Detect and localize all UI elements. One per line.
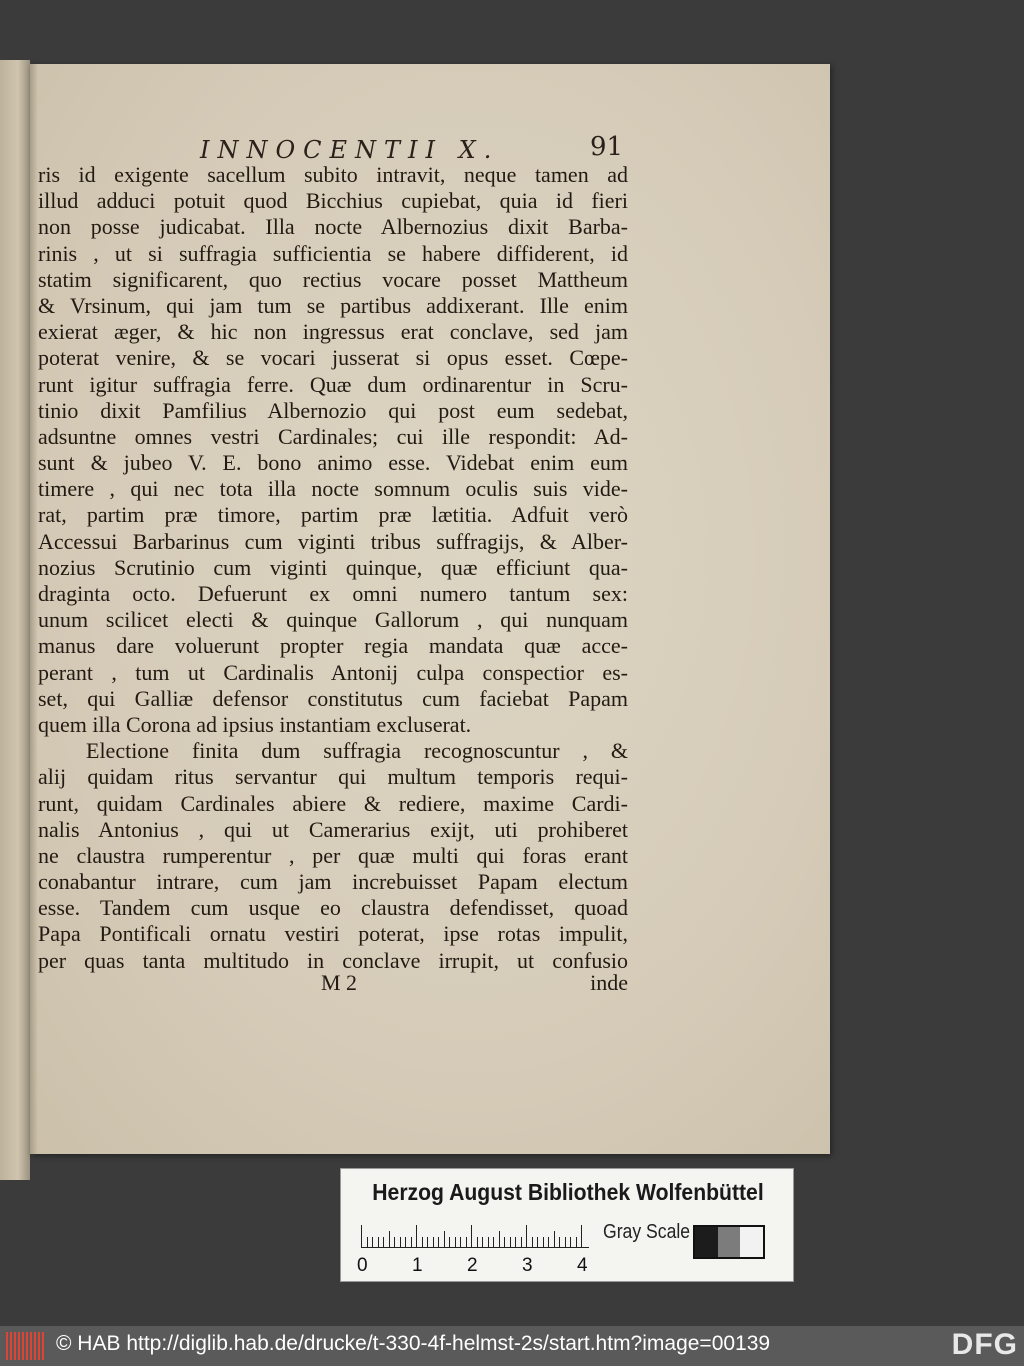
text-line: poterat venire, & se vocari jusserat si opus esset. Cœpe-	[38, 345, 628, 371]
ruler-tick	[510, 1237, 511, 1247]
ruler-tick	[372, 1237, 373, 1247]
ruler-tick	[460, 1237, 461, 1247]
ruler-tick	[444, 1231, 445, 1247]
ruler-tick	[427, 1237, 428, 1247]
ruler-tick	[367, 1237, 368, 1247]
text-line: illud adduci potuit quod Bicchius cupiebat, quia id fieri	[38, 188, 628, 214]
text-line: sunt & jubeo V. E. bono animo esse. Videbat enim eum	[38, 450, 628, 476]
ruler-tick	[493, 1237, 494, 1247]
ruler-tick	[482, 1237, 483, 1247]
color-scale-card	[340, 1168, 794, 1282]
ruler-tick	[400, 1237, 401, 1247]
ruler-tick	[389, 1231, 390, 1247]
ruler-tick	[581, 1225, 582, 1247]
text-line: ris id exigente sacellum subito intravit, neque tamen ad	[38, 162, 628, 187]
ruler-tick	[466, 1237, 467, 1247]
ruler-tick	[565, 1237, 566, 1247]
ruler-tick	[449, 1237, 450, 1247]
text-line: quem illa Corona ad ipsius instantiam excluserat.	[38, 711, 472, 737]
text-line: adsuntne omnes vestri Cardinales; cui ille respondit: Ad-	[38, 423, 628, 449]
book-page	[30, 64, 830, 1154]
text-line: non posse judicabat. Illa nocte Albernozius dixit Barba-	[38, 214, 628, 240]
ruler-tick	[433, 1237, 434, 1247]
gray-swatch	[718, 1227, 741, 1257]
text-line: unum scilicet electi & quinque Gallorum , qui nunquam	[38, 607, 628, 633]
ruler-tick	[504, 1237, 505, 1247]
text-line: alij quidam ritus servantur qui multum temporis requi-	[38, 764, 628, 790]
text-line: Electione finita dum suffragia recognoscuntur , &	[86, 738, 628, 764]
running-head: INNOCENTII X.	[200, 136, 500, 164]
catchword: inde	[590, 970, 628, 995]
text-line: runt igitur suffragia ferre. Quæ dum ordinarentur in Scru-	[38, 371, 628, 397]
text-line: tinio dixit Pamfilius Albernozio qui post eum sedebat,	[38, 397, 628, 423]
ruler-tick	[488, 1237, 489, 1247]
ruler-tick	[537, 1237, 538, 1247]
ruler-baseline	[361, 1247, 589, 1248]
ruler-tick	[383, 1237, 384, 1247]
copyright-link[interactable]: © HAB http://diglib.hab.de/drucke/t-330-4f-helmst-2s/start.htm?image=00139	[56, 1332, 771, 1355]
ruler-tick	[570, 1237, 571, 1247]
ruler-label: 4	[577, 1255, 588, 1276]
ruler-tick	[543, 1237, 544, 1247]
ruler-tick	[521, 1237, 522, 1247]
text-line: timere , qui nec tota illa nocte somnum oculis suis vide-	[38, 476, 628, 502]
ruler-tick	[477, 1237, 478, 1247]
ruler-tick	[576, 1237, 577, 1247]
ruler-tick	[554, 1231, 555, 1247]
ruler-label: 2	[467, 1255, 478, 1276]
text-line: set, qui Galliæ defensor constitutus cum faciebat Papam	[38, 685, 628, 711]
ruler-tick	[438, 1237, 439, 1247]
text-line: nalis Antonius , qui ut Camerarius exijt, uti prohiberet	[38, 816, 628, 842]
library-name: Herzog August Bibliothek Wolfenbüttel	[372, 1179, 764, 1205]
ruler-tick	[394, 1237, 395, 1247]
ruler-tick	[515, 1237, 516, 1247]
page-gutter-shadow	[30, 64, 38, 1154]
ruler-tick	[422, 1237, 423, 1247]
gray-scale-label: Gray Scale	[603, 1221, 691, 1243]
text-line: conabantur intrare, cum jam increbuisset Papam electum	[38, 869, 628, 895]
ruler-tick	[532, 1237, 533, 1247]
previous-page-edge	[0, 60, 30, 1180]
hab-barcode-icon	[6, 1332, 46, 1360]
text-line: ne claustra rumperentur , per quæ multi qui foras erant	[38, 842, 628, 868]
ruler-label: 3	[522, 1255, 533, 1276]
ruler-tick	[361, 1225, 362, 1247]
text-line: runt, quidam Cardinales abiere & rediere, maxime Cardi-	[38, 790, 628, 816]
gray-scale-swatches	[693, 1225, 765, 1259]
text-line: per quas tanta multitudo in conclave irrupit, ut confusio	[38, 947, 628, 973]
ruler-label: 1	[412, 1255, 423, 1276]
text-line: rinis , ut si suffragia sufficientia se habere diffiderent, id	[38, 240, 628, 266]
ruler-tick	[405, 1237, 406, 1247]
gray-swatch	[740, 1227, 763, 1257]
page-number: 91	[590, 132, 624, 162]
text-line: rat, partim præ timore, partim præ lætitia. Adfuit verò	[38, 502, 628, 528]
ruler-tick	[526, 1225, 527, 1247]
footer-bar	[0, 1326, 1024, 1366]
page-footer-line	[38, 970, 628, 1000]
centimeter-ruler	[361, 1221, 589, 1251]
ruler-tick	[499, 1231, 500, 1247]
signature-mark: M 2	[321, 970, 358, 995]
ruler-tick	[455, 1237, 456, 1247]
ruler-tick	[416, 1225, 417, 1247]
text-line: statim significarent, quo rectius vocare posset Mattheum	[38, 266, 628, 292]
ruler-tick	[411, 1237, 412, 1247]
ruler-tick	[471, 1225, 472, 1247]
text-line: manus dare voluerunt propter regia mandata quæ acce-	[38, 633, 628, 659]
text-line: exierat æger, & hic non ingressus erat conclave, sed jam	[38, 319, 628, 345]
ruler-labels	[357, 1255, 597, 1277]
body-text	[38, 162, 628, 974]
ruler-label: 0	[357, 1255, 368, 1276]
ruler-tick	[378, 1237, 379, 1247]
text-line: esse. Tandem cum usque eo claustra defendisset, quoad	[38, 895, 628, 921]
text-line: & Vrsinum, qui jam tum se partibus addixerant. Ille enim	[38, 292, 628, 318]
gray-swatch	[695, 1227, 718, 1257]
dfg-logo: DFG	[951, 1328, 1018, 1361]
text-line: nozius Scrutinio cum viginti quinque, quæ efficiunt qua-	[38, 554, 628, 580]
text-line: draginta octo. Defuerunt ex omni numero tantum sex:	[38, 581, 628, 606]
ruler-tick	[548, 1237, 549, 1247]
text-line: Papa Pontificali ornatu vestiri poterat, ipse rotas impulit,	[38, 921, 628, 947]
text-line: Accessui Barbarinus cum viginti tribus suffragijs, & Alber-	[38, 528, 628, 554]
text-line: perant , tum ut Cardinalis Antonij culpa conspectior es-	[38, 659, 628, 685]
ruler-tick	[559, 1237, 560, 1247]
